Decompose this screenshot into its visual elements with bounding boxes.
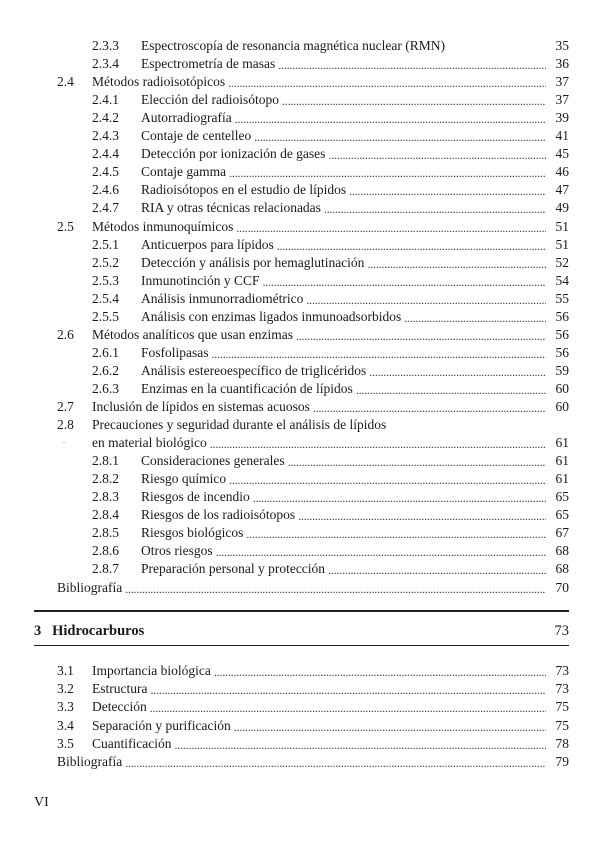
toc-entry-title: Espectrometría de masas bbox=[141, 56, 276, 72]
toc-entry-title: Elección del radioisótopo bbox=[141, 92, 279, 108]
toc-entry bbox=[57, 325, 569, 343]
toc-entry-number: 2.8.7 bbox=[92, 561, 119, 577]
toc-entry-title: Detección y análisis por hemaglutinación bbox=[141, 254, 365, 270]
toc-entry bbox=[57, 697, 569, 715]
toc-entry-page: 61 bbox=[555, 471, 569, 487]
toc-entry bbox=[92, 523, 569, 541]
dot-leader bbox=[234, 720, 546, 734]
toc-entry bbox=[57, 397, 569, 415]
dot-leader bbox=[313, 401, 546, 415]
toc-entry-title: Estructura bbox=[92, 681, 148, 697]
toc-entry-page: 56 bbox=[555, 344, 569, 360]
toc-entry-page: 52 bbox=[555, 254, 569, 270]
toc-entry-page: 68 bbox=[555, 561, 569, 577]
toc-entry bbox=[92, 361, 569, 379]
dot-leader bbox=[324, 202, 546, 216]
dot-leader bbox=[356, 383, 546, 397]
toc-entry-page: 75 bbox=[555, 717, 569, 733]
toc-entry-title: Detección por ionización de gases bbox=[141, 146, 326, 162]
toc-entry-number: 2.6.2 bbox=[92, 362, 119, 378]
toc-entry-title: Bibliografía bbox=[57, 754, 123, 769]
chapter-page: 73 bbox=[554, 623, 569, 639]
chapter-label bbox=[34, 623, 144, 640]
toc-entry-page: 61 bbox=[555, 453, 569, 469]
toc-entry-title: Bibliografía bbox=[57, 579, 123, 595]
toc-entry bbox=[57, 716, 569, 734]
toc-entry bbox=[57, 661, 569, 679]
toc-entry-number: 3.4 bbox=[57, 717, 74, 733]
toc-entry-number: 2.8.1 bbox=[92, 453, 119, 469]
toc-entry-page: 73 bbox=[555, 681, 569, 697]
toc-entry-title: Análisis con enzimas ligados inmunoadsorbidos bbox=[141, 308, 402, 324]
toc-entry-title: Consideraciones generales bbox=[141, 453, 285, 469]
toc-entry-page: 36 bbox=[555, 56, 569, 72]
toc-entry bbox=[57, 433, 569, 451]
dot-leader bbox=[349, 184, 546, 198]
toc-entry-number: 2.4.4 bbox=[92, 146, 119, 162]
toc-entry bbox=[57, 734, 569, 752]
toc-entry-number: 2.6 bbox=[57, 326, 74, 342]
toc-entry bbox=[57, 72, 569, 90]
dot-leader bbox=[229, 473, 546, 487]
toc-entry-title: Contaje de centelleo bbox=[141, 128, 252, 144]
chapter-top-rule bbox=[34, 610, 569, 612]
dot-leader bbox=[235, 112, 546, 126]
toc-entry-title: Riesgos biológicos bbox=[141, 525, 244, 541]
dot-leader bbox=[298, 509, 546, 523]
dot-leader bbox=[288, 455, 546, 469]
toc-entry bbox=[92, 559, 569, 577]
toc-entry-title: Separación y purificación bbox=[92, 717, 231, 733]
toc-entry-number: 2.5.2 bbox=[92, 254, 119, 270]
toc-entry-page: 67 bbox=[555, 525, 569, 541]
toc-entry-title: Métodos analíticos que usan enzimas bbox=[92, 326, 293, 342]
toc-entry bbox=[92, 343, 569, 361]
toc-entry-page: 73 bbox=[555, 663, 569, 678]
toc-entry-title: Riesgo químico bbox=[141, 471, 227, 487]
dot-leader bbox=[236, 221, 546, 235]
toc-entry-number: 2.4.1 bbox=[92, 92, 119, 108]
toc-entry-page: 56 bbox=[555, 326, 569, 342]
toc-entry-page: 51 bbox=[555, 218, 569, 234]
toc-entry bbox=[92, 180, 569, 198]
toc-entry-number: 3.1 bbox=[57, 663, 74, 678]
toc-entry-page: 75 bbox=[555, 699, 569, 715]
dot-leader bbox=[210, 437, 546, 451]
toc-entry bbox=[57, 679, 569, 697]
dot-leader bbox=[254, 130, 546, 144]
toc-entry-page: 59 bbox=[555, 362, 569, 378]
toc-entry bbox=[92, 126, 569, 144]
toc-entry-title: Inmunotinción y CCF bbox=[141, 272, 260, 288]
toc-entry-page: 47 bbox=[555, 182, 569, 198]
toc-entry bbox=[92, 271, 569, 289]
toc-entry-number: 3.5 bbox=[57, 735, 74, 751]
toc-entry-page: 65 bbox=[555, 507, 569, 523]
toc-entry-number: 2.4.5 bbox=[92, 164, 119, 180]
toc-entry-page: 49 bbox=[555, 200, 569, 216]
toc-entry bbox=[92, 289, 569, 307]
dot-leader bbox=[125, 582, 546, 596]
toc-entry bbox=[92, 90, 569, 108]
toc-entry-page: 46 bbox=[555, 164, 569, 180]
toc-entry-number: 2.3.4 bbox=[92, 56, 119, 72]
toc-entry-number: 2.6.1 bbox=[92, 344, 119, 360]
toc-entry-number: 2.4.7 bbox=[92, 200, 119, 216]
toc-entry-title: Autorradiografía bbox=[141, 110, 232, 126]
toc-entry-page: 65 bbox=[555, 489, 569, 505]
toc-entry-number: 3.2 bbox=[57, 681, 74, 697]
toc-entry-title: Análisis inmunorradiométrico bbox=[141, 290, 304, 306]
toc-entry bbox=[92, 144, 569, 162]
toc-entry-page: 41 bbox=[555, 128, 569, 144]
toc-entry-title: Contaje gamma bbox=[141, 164, 227, 180]
toc-entry-page: 60 bbox=[555, 399, 569, 414]
toc-entry bbox=[92, 54, 569, 72]
dot-leader bbox=[125, 756, 546, 770]
toc-entry-page: 54 bbox=[555, 272, 569, 288]
toc-entry-title: Detección bbox=[92, 699, 147, 715]
toc-entry-number: 2.7 bbox=[57, 399, 74, 414]
toc-entry-title: Inclusión de lípidos en sistemas acuosos bbox=[92, 399, 310, 414]
toc-entry-title: Precauciones y seguridad durante el análisis de lípidos bbox=[92, 417, 387, 433]
dot-leader bbox=[278, 58, 546, 72]
toc-entry-number: 3.3 bbox=[57, 699, 74, 715]
toc-entry bbox=[92, 505, 569, 523]
toc-entry bbox=[57, 578, 569, 596]
dot-leader bbox=[229, 166, 546, 180]
toc-entry-title: en material biológico bbox=[92, 435, 207, 451]
toc-entry-number: 2.5.4 bbox=[92, 290, 119, 306]
dot-leader bbox=[228, 76, 546, 90]
dot-leader bbox=[212, 347, 547, 361]
toc-entry bbox=[92, 487, 569, 505]
toc-entry-number: 2.4.2 bbox=[92, 110, 119, 126]
toc-entry-number: 2.5.3 bbox=[92, 272, 119, 288]
toc-entry-title: Importancia biológica bbox=[92, 663, 211, 678]
toc-entry-number: 2.8.4 bbox=[92, 507, 119, 523]
folio-page-number: VI bbox=[34, 795, 49, 810]
toc-entry-page: 61 bbox=[555, 435, 569, 451]
toc-entry-title: Anticuerpos para lípidos bbox=[141, 236, 274, 252]
toc-entry-page: 79 bbox=[555, 754, 569, 769]
toc-entry bbox=[92, 36, 569, 54]
dot-leader bbox=[369, 365, 546, 379]
toc-entry bbox=[92, 235, 569, 253]
toc-entry bbox=[92, 198, 569, 216]
toc-entry-number: 2.4.6 bbox=[92, 182, 119, 198]
dot-leader bbox=[174, 738, 546, 752]
dot-leader bbox=[253, 491, 546, 505]
stray-mark: . bbox=[63, 436, 65, 445]
dot-leader bbox=[282, 94, 546, 108]
toc-entry-number: 2.5.5 bbox=[92, 308, 119, 324]
dot-leader bbox=[214, 665, 546, 679]
toc-entry-number: 2.6.3 bbox=[92, 380, 119, 396]
dot-leader bbox=[367, 257, 546, 271]
dot-leader bbox=[263, 275, 546, 289]
toc-entry bbox=[92, 253, 569, 271]
toc-entry-page: 51 bbox=[555, 236, 569, 252]
toc-entry bbox=[92, 541, 569, 559]
toc-entry-page: 45 bbox=[555, 146, 569, 162]
toc-entry-title: Otros riesgos bbox=[141, 543, 213, 559]
toc-entry-title: Riesgos de incendio bbox=[141, 489, 250, 505]
toc-entry-title: Riesgos de los radioisótopos bbox=[141, 507, 296, 523]
toc-entry bbox=[92, 108, 569, 126]
toc-entry-title: Métodos inmunoquímicos bbox=[92, 218, 234, 234]
toc-entry bbox=[92, 162, 569, 180]
dot-leader bbox=[328, 148, 546, 162]
toc-entry-page: 56 bbox=[555, 308, 569, 324]
toc-entry-number: 2.5.1 bbox=[92, 236, 119, 252]
toc-entry bbox=[92, 307, 569, 325]
toc-entry-title: Enzimas en la cuantificación de lípidos bbox=[141, 380, 353, 396]
chapter-title: Hidrocarburos bbox=[52, 623, 145, 639]
toc-entry-title: Fosfolipasas bbox=[141, 344, 209, 360]
toc-entry bbox=[57, 752, 569, 770]
toc-entry-page: 39 bbox=[555, 110, 569, 126]
chapter-number: 3 bbox=[34, 623, 42, 639]
toc-entry bbox=[92, 379, 569, 397]
toc-entry-page: 60 bbox=[555, 380, 569, 396]
toc-entry-number: 2.8 bbox=[57, 417, 74, 433]
toc-entry-title: Espectroscopía de resonancia magnética nuclear (RMN) bbox=[141, 38, 445, 53]
toc-entry-page: 35 bbox=[555, 38, 569, 53]
toc-entry-page: 55 bbox=[555, 290, 569, 306]
toc-entry bbox=[57, 415, 569, 433]
dot-leader bbox=[404, 311, 546, 325]
dot-leader bbox=[150, 701, 546, 715]
toc-entry bbox=[92, 451, 569, 469]
toc-entry bbox=[92, 469, 569, 487]
toc-entry-page: 37 bbox=[555, 74, 569, 90]
toc-entry-title: Análisis estereoespecífico de triglicéridos bbox=[141, 362, 367, 378]
chapter-bottom-rule bbox=[34, 645, 569, 646]
toc-entry-page: 37 bbox=[555, 92, 569, 108]
toc-entry-number: 2.4.3 bbox=[92, 128, 119, 144]
toc-entry-page: 70 bbox=[555, 579, 569, 595]
toc-entry-page: 78 bbox=[555, 735, 569, 751]
toc-entry-number: 2.8.5 bbox=[92, 525, 119, 541]
toc-entry-title: RIA y otras técnicas relacionadas bbox=[141, 200, 321, 216]
dot-leader bbox=[277, 239, 546, 253]
toc-entry-number: 2.8.3 bbox=[92, 489, 119, 505]
chapter-heading bbox=[34, 623, 569, 640]
toc-entry-title: Cuantificación bbox=[92, 735, 172, 751]
toc-entry-number: 2.5 bbox=[57, 218, 74, 234]
toc-entry-number: 2.8.2 bbox=[92, 471, 119, 487]
toc-entry-title: Métodos radioisotópicos bbox=[92, 74, 226, 90]
dot-leader bbox=[296, 329, 546, 343]
toc-entry-number: 2.4 bbox=[57, 74, 74, 90]
toc-entry-number: 2.8.6 bbox=[92, 543, 119, 559]
toc-entry-number: 2.3.3 bbox=[92, 38, 119, 53]
dot-leader bbox=[246, 527, 546, 541]
toc-entry-title: Radioisótopos en el estudio de lípidos bbox=[141, 182, 347, 198]
dot-leader bbox=[216, 545, 546, 559]
dot-leader bbox=[328, 563, 546, 577]
dot-leader bbox=[306, 293, 546, 307]
toc-entry-title: Preparación personal y protección bbox=[141, 561, 326, 577]
dot-leader bbox=[150, 683, 546, 697]
toc-entry bbox=[57, 217, 569, 235]
toc-entry-page: 68 bbox=[555, 543, 569, 559]
